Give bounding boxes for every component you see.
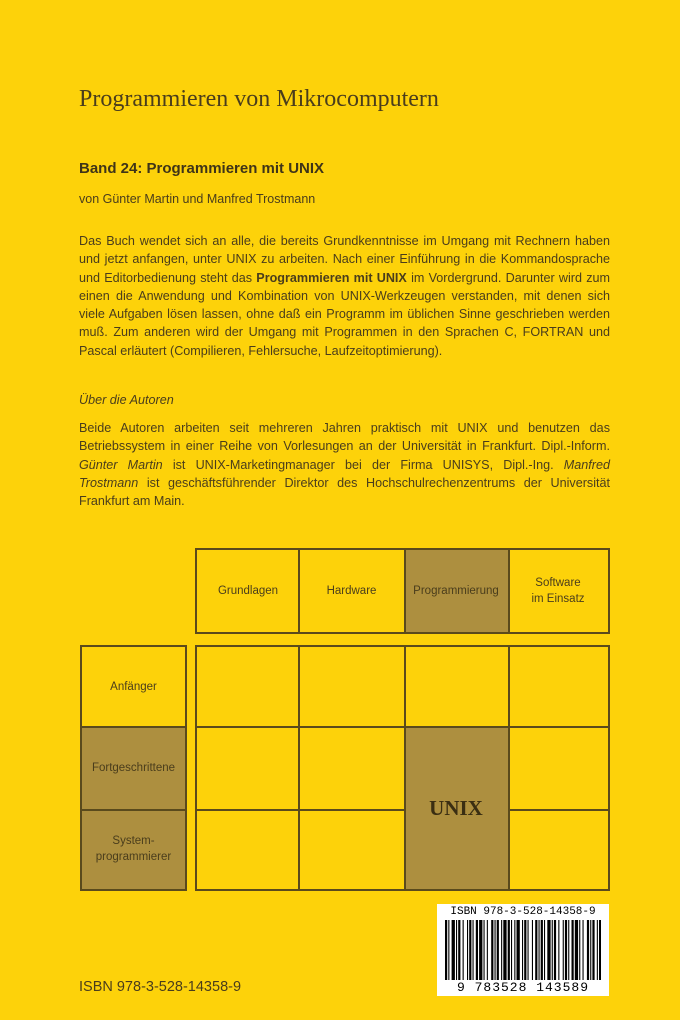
barcode-bar [552, 920, 553, 980]
barcode-bar [587, 920, 589, 980]
barcode-bar [484, 920, 485, 980]
barcode-bar [563, 920, 564, 980]
divider [404, 550, 406, 632]
barcode-bar [495, 920, 496, 980]
barcode-bar [575, 920, 578, 980]
grid-frame [195, 645, 610, 891]
barcode-bar [568, 920, 569, 980]
barcode-bar [579, 920, 580, 980]
barcode-bar [448, 920, 449, 980]
divider [508, 647, 510, 889]
row-header: Anfänger [110, 681, 157, 693]
column-header: Programmierung [413, 585, 499, 597]
column-header: Software im Einsatz [531, 577, 585, 605]
barcode-bar [469, 920, 471, 980]
divider [404, 726, 508, 728]
barcode-bar [487, 920, 488, 980]
isbn-text: ISBN 978-3-528-14358-9 [79, 979, 242, 995]
unix-label: UNIX [429, 796, 483, 820]
barcode [437, 904, 609, 996]
authors-line: von Günter Martin und Manfred Trostmann [79, 192, 316, 206]
divider [298, 550, 300, 632]
author-name-1: Günter Martin [79, 457, 163, 472]
description-paragraph: Das Buch wendet sich an alle, die bereits Grundkenntnisse im Umgang mit Rechnern haben und jetzt anfangen, unter UNIX zu arbeiten. Nach einer Einführung in die Kommandosprache und Editorbedienung steht das Programmieren mit UNIX im Vordergrund. Darunter wird zum einen die Anwendung und Kombination von UNIX-Werkzeugen verstanden, mit denen sich viele Aufgaben lösen lassen, ohne daß ein Programm im üblichen Sinne geschrieben werden muß. Zum anderen wird der Umgang mit Programmen in den Sprachen C, FORTRAN und Pascal erläutert (Compilieren, Fehlersuche, Laufzeitoptimierung). [79, 234, 610, 358]
divider [197, 809, 404, 811]
barcode-bar [565, 920, 567, 980]
barcode-bar [497, 920, 499, 980]
row-header: Fortgeschrittene [91, 762, 176, 774]
barcode-bar [528, 920, 529, 980]
barcode-bar [517, 920, 520, 980]
column-header: Grundlagen [217, 585, 279, 597]
barcode-bar [479, 920, 482, 980]
series-title: Programmieren von Mikrocomputern [79, 86, 439, 112]
barcode-bar [501, 920, 502, 980]
barcode-bar [535, 920, 537, 980]
author-name-2: Manfred Trostmann [79, 457, 610, 490]
barcode-bar [514, 920, 515, 980]
barcode-bar [445, 920, 447, 980]
barcode-bar [456, 920, 457, 980]
barcode-bar [463, 920, 464, 980]
barcode-bar [592, 920, 594, 980]
divider [298, 647, 300, 889]
barcode-bar [541, 920, 543, 980]
barcode-bar [467, 920, 468, 980]
about-heading: Über die Autoren [79, 393, 174, 407]
divider [82, 726, 185, 728]
barcode-bar [554, 920, 556, 980]
barcode-bar [476, 920, 478, 980]
barcode-digits: 9 783528 143589 [437, 980, 609, 995]
barcode-bar [452, 920, 455, 980]
barcode-bar [597, 920, 598, 980]
barcode-bar [508, 920, 510, 980]
barcode-bar [599, 920, 601, 980]
divider [508, 550, 510, 632]
barcode-bar [473, 920, 474, 980]
barcode-bar [458, 920, 460, 980]
barcode-bar [572, 920, 574, 980]
divider [197, 726, 404, 728]
divider [82, 809, 185, 811]
barcode-bar [547, 920, 550, 980]
column-header: Hardware [326, 585, 377, 597]
barcode-bar [503, 920, 506, 980]
barcode-bar [590, 920, 591, 980]
row-header: System- programmierer [95, 835, 172, 863]
barcode-isbn: ISBN 978-3-528-14358-9 [450, 906, 596, 918]
barcode-bar [532, 920, 533, 980]
barcode-bars [445, 920, 601, 980]
barcode-bar [511, 920, 512, 980]
barcode-bar [491, 920, 493, 980]
divider [404, 647, 406, 889]
barcode-bar [522, 920, 523, 980]
barcode-bar [524, 920, 526, 980]
divider [508, 809, 608, 811]
barcode-bar [583, 920, 584, 980]
about-paragraph: Beide Autoren arbeiten seit mehreren Jahren praktisch mit UNIX und benutzen das Betriebssystem in einer Reihe von Vorlesungen an der Universität in Frankfurt. Dipl.-Inform. Günter Martin ist UNIX-Marketingmanager bei der Firma UNISYS, Dipl.-Ing. Manfred Trostmann ist geschäftsführender Direktor des Hochschulrechenzentrums der Universität Frankfurt am Main. [79, 421, 610, 509]
barcode-bar [544, 920, 545, 980]
divider [508, 726, 608, 728]
emphasis-text: Programmieren mit UNIX [256, 270, 407, 285]
barcode-bar [539, 920, 540, 980]
barcode-bar [558, 920, 559, 980]
book-title: Band 24: Programmieren mit UNIX [79, 160, 325, 177]
